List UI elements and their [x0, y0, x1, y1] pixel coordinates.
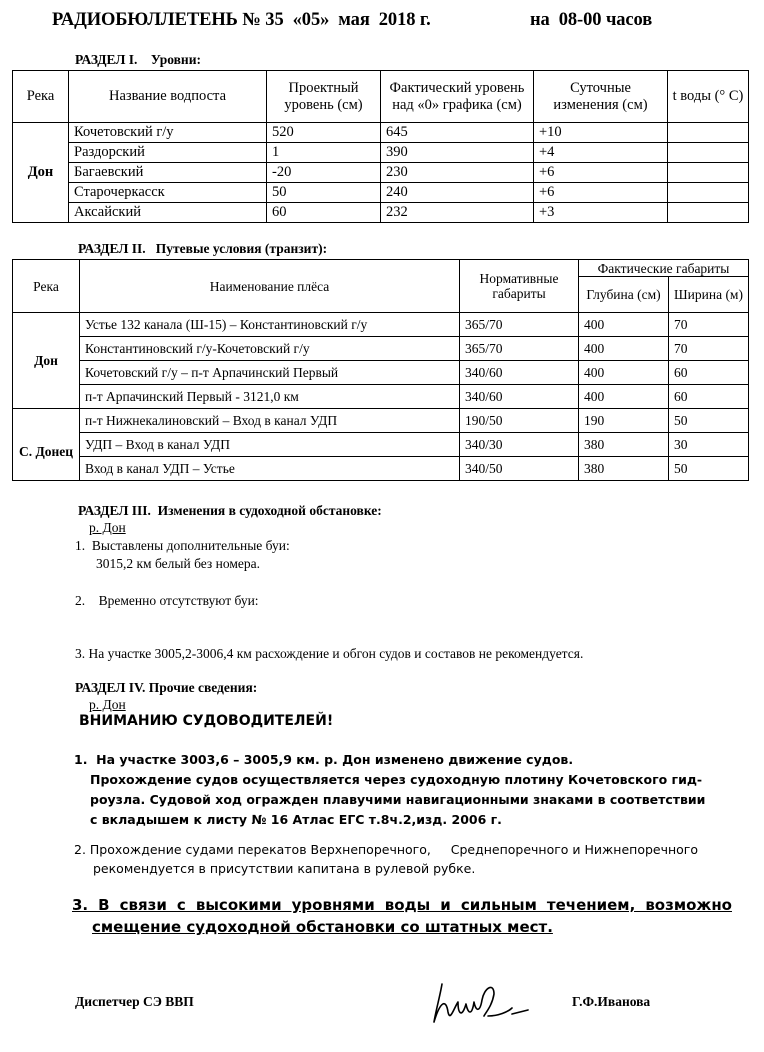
transit-reach: УДП – Вход в канал УДП: [80, 433, 460, 457]
levels-col-change: Суточные изменения (см): [534, 71, 668, 123]
dispatcher-name: Г.Ф.Иванова: [572, 994, 651, 1009]
levels-design: 60: [267, 203, 381, 223]
transit-reach: п-т Арпачинский Первый - 3121,0 км: [80, 385, 460, 409]
table-row: [13, 313, 749, 337]
transit-norm: 340/50: [460, 457, 579, 481]
transit-col-width: Ширина (м): [669, 277, 749, 313]
levels-change: +10: [534, 123, 668, 143]
transit-depth: 380: [579, 433, 669, 457]
section1-heading: РАЗДЕЛ I. Уровни:: [75, 52, 201, 67]
levels-actual: 230: [381, 163, 534, 183]
table-row: [13, 385, 749, 409]
section3-item1-detail: 3015,2 км белый без номера.: [96, 556, 260, 571]
transit-norm: 340/30: [460, 433, 579, 457]
section3-item3: 3. На участке 3005,2-3006,4 км расхождение и обгон судов и составов не рекомендуется.: [75, 646, 584, 661]
table-row: [13, 163, 749, 183]
transit-width: 30: [669, 433, 749, 457]
bulletin-title: РАДИОБЮЛЛЕТЕНЬ № 35 «05» мая 2018 г.: [52, 10, 431, 30]
levels-actual: 240: [381, 183, 534, 203]
transit-river: С. Донец: [13, 409, 80, 481]
notice2-line2: рекомендуется в присутствии капитана в рулевой рубке.: [93, 861, 476, 876]
levels-col-design: Проектный уровень (см): [267, 71, 381, 123]
notice1-line3: роузла. Судовой ход огражден плавучими навигационными знаками в соответствии: [90, 792, 706, 807]
levels-post: Аксайский: [69, 203, 267, 223]
table-row: [13, 143, 749, 163]
table-row: [13, 457, 749, 481]
dispatcher-role: Диспетчер СЭ ВВП: [75, 994, 194, 1009]
levels-temp: [668, 183, 749, 203]
transit-river: Дон: [13, 313, 80, 409]
transit-col-normative: Нормативные габариты: [460, 260, 579, 313]
transit-col-actual-group: Фактические габариты: [579, 260, 749, 277]
section4-river: р. Дон: [89, 697, 126, 712]
table-row: [13, 183, 749, 203]
levels-temp: [668, 123, 749, 143]
table-row: [13, 203, 749, 223]
transit-width: 60: [669, 361, 749, 385]
levels-river: Дон: [13, 123, 69, 223]
levels-temp: [668, 143, 749, 163]
section3-item1: 1. Выставлены дополнительные буи:: [75, 538, 290, 553]
transit-norm: 190/50: [460, 409, 579, 433]
table-row: [13, 361, 749, 385]
notice3-line2: смещение судоходной обстановки со штатных мест.: [92, 918, 553, 936]
levels-col-temp: t воды (° С): [668, 71, 749, 123]
transit-depth: 400: [579, 313, 669, 337]
transit-depth: 400: [579, 385, 669, 409]
levels-design: 1: [267, 143, 381, 163]
transit-col-reach: Наименование плёса: [80, 260, 460, 313]
levels-change: +3: [534, 203, 668, 223]
transit-width: 70: [669, 337, 749, 361]
table-row: [13, 433, 749, 457]
transit-depth: 190: [579, 409, 669, 433]
levels-change: +6: [534, 183, 668, 203]
bulletin-time: на 08-00 часов: [530, 10, 653, 30]
levels-col-actual: Фактический уровень над «0» графика (см): [381, 71, 534, 123]
levels-temp: [668, 163, 749, 183]
transit-norm: 340/60: [460, 385, 579, 409]
levels-change: +4: [534, 143, 668, 163]
section3-river: р. Дон: [89, 520, 126, 535]
levels-actual: 645: [381, 123, 534, 143]
notice2-line1: 2. Прохождение судами перекатов Верхнепоречного, Среднепоречного и Нижнепоречного: [74, 842, 699, 857]
transit-reach: Кочетовский г/у – п-т Арпачинский Первый: [80, 361, 460, 385]
section3-item2: 2. Временно отсутствуют буи:: [75, 593, 259, 608]
notice1-line1: 1. На участке 3003,6 – 3005,9 км. р. Дон изменено движение судов.: [74, 752, 574, 767]
transit-reach: п-т Нижнекалиновский – Вход в канал УДП: [80, 409, 460, 433]
transit-width: 60: [669, 385, 749, 409]
notice3-line1: 3. В связи с высокими уровнями воды и сильным течением, возможно: [72, 896, 732, 914]
levels-change: +6: [534, 163, 668, 183]
levels-table: [12, 70, 749, 223]
transit-norm: 365/70: [460, 337, 579, 361]
transit-norm: 365/70: [460, 313, 579, 337]
levels-col-post: Название водпоста: [69, 71, 267, 123]
transit-width: 70: [669, 313, 749, 337]
transit-depth: 400: [579, 337, 669, 361]
transit-width: 50: [669, 409, 749, 433]
table-row: [13, 337, 749, 361]
levels-post: Раздорский: [69, 143, 267, 163]
transit-reach: Устье 132 канала (Ш-15) – Константиновский г/у: [80, 313, 460, 337]
transit-reach: Вход в канал УДП – Устье: [80, 457, 460, 481]
section3-heading: РАЗДЕЛ III. Изменения в судоходной обстановке:: [78, 503, 382, 518]
section4-heading: РАЗДЕЛ IV. Прочие сведения:: [75, 680, 258, 695]
attention-heading: ВНИМАНИЮ СУДОВОДИТЕЛЕЙ!: [79, 713, 334, 729]
transit-reach: Константиновский г/у-Кочетовский г/у: [80, 337, 460, 361]
levels-actual: 232: [381, 203, 534, 223]
transit-width: 50: [669, 457, 749, 481]
levels-design: 520: [267, 123, 381, 143]
levels-temp: [668, 203, 749, 223]
notice1-line4: с вкладышем к листу № 16 Атлас ЕГС т.8ч.2,изд. 2006 г.: [90, 812, 502, 827]
transit-col-depth: Глубина (см): [579, 277, 669, 313]
transit-depth: 380: [579, 457, 669, 481]
transit-table: [12, 259, 749, 481]
transit-depth: 400: [579, 361, 669, 385]
section2-heading: РАЗДЕЛ II. Путевые условия (транзит):: [78, 241, 328, 256]
levels-actual: 390: [381, 143, 534, 163]
levels-design: -20: [267, 163, 381, 183]
signature-icon: [428, 972, 538, 1030]
levels-post: Старочеркасск: [69, 183, 267, 203]
levels-post: Кочетовский г/у: [69, 123, 267, 143]
table-row: [13, 123, 749, 143]
transit-col-river: Река: [13, 260, 80, 313]
levels-col-river: Река: [13, 71, 69, 123]
transit-norm: 340/60: [460, 361, 579, 385]
levels-design: 50: [267, 183, 381, 203]
levels-post: Багаевский: [69, 163, 267, 183]
table-row: [13, 409, 749, 433]
notice1-line2: Прохождение судов осуществляется через судоходную плотину Кочетовского гид-: [90, 772, 703, 787]
